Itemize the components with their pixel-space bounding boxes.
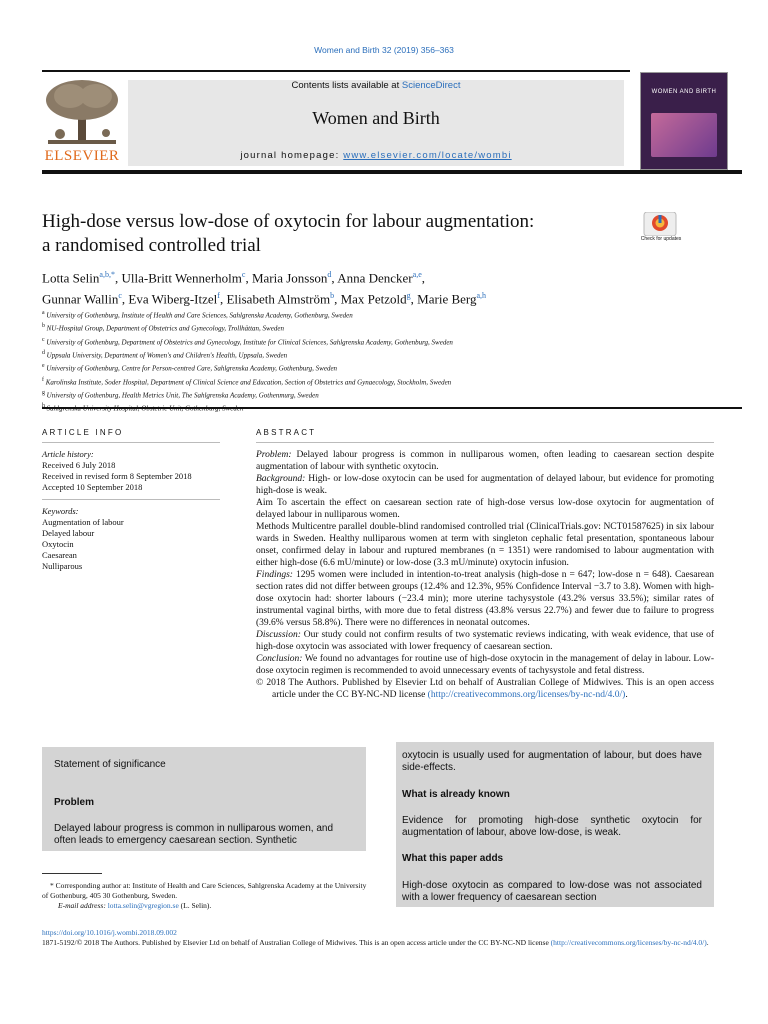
footer [42, 928, 742, 948]
author-separator: , [121, 291, 129, 307]
discussion-text: Our study could not confirm results of two systematic reviews indicating, with weak evidence, that use of high-dose oxytocin was associated with lower frequency of caesarean section. [256, 630, 714, 652]
revised-date: Received in revised form 8 September 2018 [42, 471, 192, 481]
abstract-body [256, 449, 714, 701]
affiliation-item [42, 375, 732, 388]
discussion-label: Discussion: [256, 630, 301, 640]
affiliation-item [42, 321, 732, 334]
background-text: High- or low-dose oxytocin can be used for augmentation of delayed labour, but evidence for promoting high-dose is weak. [256, 474, 714, 496]
abstract-aim: Aim To ascertain the effect on caesarean section rate of high-dose versus low-dose oxytocin for augmentation of delayed labour in nulliparous women. [256, 498, 714, 520]
background-label: Background: [256, 474, 306, 484]
footnote-rule [42, 873, 102, 874]
affiliation-text: Uppsala University, Department of Women's and Children's Health, Uppsala, Sweden [44, 351, 288, 360]
author-separator: , [410, 291, 418, 307]
cover-title: WOMEN AND BIRTH [651, 89, 717, 95]
abstract-findings [256, 569, 714, 629]
known-heading: What is already known [402, 789, 510, 800]
copyright-text: © 2018 The Authors. Published by Elsevier Ltd on behalf of Australian College of Midwives. This is an open access article under the CC BY-NC-ND license [256, 678, 714, 700]
footnote-address: * Corresponding author at: Institute of Health and Care Sciences, Sahlgrenska Academy at the University of Gothenburg, 405 30 Gothenburg, Sweden. [42, 881, 367, 900]
abstract-conclusion [256, 653, 714, 677]
problem-statement: Delayed labour progress is common in nulliparous women, and often leads to emergency caesarean section. Synthetic [54, 823, 334, 846]
email-suffix: (L. Selin). [178, 901, 212, 910]
affiliation-item [42, 308, 732, 321]
author-name[interactable]: Ulla-Britt Wennerholm [121, 270, 242, 286]
info-rule [42, 442, 220, 443]
author-separator: , [114, 270, 122, 286]
abstract-copyright [256, 677, 714, 701]
author-affiliation-marker[interactable]: b [330, 291, 335, 301]
author-affiliation-marker[interactable]: f [217, 291, 220, 301]
info-rule [42, 499, 220, 500]
affiliation-text: NU-Hospital Group, Department of Obstetrics and Gynecology, Trollhättan, Sweden [44, 324, 284, 333]
conclusion-text: We found no advantages for routine use of high-dose oxytocin in the management of delay in labour. Low-dose oxytocin regimen is recommended to avoid unnecessary events of tachysystole and fetal distress. [256, 654, 714, 676]
homepage-link[interactable]: www.elsevier.com/locate/wombi [343, 150, 512, 161]
author-affiliation-marker[interactable]: c [118, 291, 122, 301]
author-affiliation-marker[interactable]: a,b,* [99, 270, 115, 279]
affiliation-marker: e [42, 363, 45, 370]
conclusion-label: Conclusion: [256, 654, 303, 664]
author-name[interactable]: Eva Wiberg-Itzel [128, 291, 218, 307]
affiliation-text: University of Gothenburg, Health Metrics Unit, The Sahlgrenska Academy, Gothenmurg, Sweden [44, 391, 319, 400]
article-info-heading: ARTICLE INFO [42, 428, 124, 437]
author-name[interactable]: Elisabeth Almström [226, 291, 331, 307]
abstract-problem [256, 449, 714, 473]
significance-box-left [42, 747, 366, 851]
affiliation-item [42, 361, 732, 374]
footer-license-link[interactable]: (http://creativecommons.org/licenses/by-nc-nd/4.0/) [550, 938, 707, 947]
affiliation-marker: g [42, 389, 45, 396]
journal-name: Women and Birth [312, 108, 440, 128]
journal-citation[interactable]: Women and Birth 32 (2019) 356–363 [314, 45, 454, 55]
license-link[interactable]: (http://creativecommons.org/licenses/by-nc-nd/4.0/) [427, 690, 626, 700]
footnote-email [42, 901, 372, 911]
known-text: Evidence for promoting high-dose synthetic oxytocin for augmentation of labour, above low-dose, is weak. [402, 815, 702, 838]
article-info [42, 442, 222, 572]
journal-cover-thumbnail[interactable] [640, 72, 728, 170]
history-label: Article history: [42, 449, 94, 459]
issn-line [42, 938, 742, 948]
keyword-item: Delayed labour [42, 528, 95, 538]
keyword-item: Nulliparous [42, 561, 83, 571]
abstract-rule [256, 442, 714, 443]
crossmark-icon [642, 212, 678, 236]
author-name[interactable]: Gunnar Wallin [42, 291, 119, 307]
keywords-label: Keywords: [42, 506, 79, 516]
problem-label: Problem: [256, 450, 292, 460]
findings-text: 1295 women were included in intention-to-treat analysis (high-dose n = 647; low-dose n = 648). Caesarean section rates did not differ between groups (12.4% and 12.3%, 95% Confidence Interval −3.7 to 3.8). Women with high-dose oxytocin had: shorter labours (−23.4 min); more uterine tachysystole (43.2% versus 33.5%); similar rates of instrumental vaginal births, with more due to fetal distress (43.8% versus 22.7%) and fewer due to failure to progress (39.6% versus 58.8%). There were no differences in neonatal outcomes. [256, 570, 714, 628]
keyword-item: Oxytocin [42, 539, 74, 549]
received-date: Received 6 July 2018 [42, 460, 116, 470]
author-list [42, 266, 732, 309]
author-separator: , [334, 291, 341, 307]
author-affiliation-marker[interactable]: d [327, 270, 332, 279]
sciencedirect-link[interactable]: ScienceDirect [401, 80, 461, 91]
abstract-methods: Methods Multicentre parallel double-blind randomised controlled trial (ClinicalTrials.gov: NCT01587625) in six labour wards in Sweden. Healthy nulliparous women at term with singleton cephalic fetal presentation, spontaneous labour onset, confirmed delay in labour and ruptured membranes (n = 1351) were randomised to labour augmentation with either high-dose (6.6 mU/minute) or low-dose (3.3 mU/minute) oxytocin infusion. [256, 522, 714, 568]
affiliation-item [42, 388, 732, 401]
problem-continued: oxytocin is usually used for augmentation of labour, but does have side-effects. [402, 750, 702, 773]
author-affiliation-marker[interactable]: a,h [476, 291, 487, 301]
author-affiliation-marker[interactable]: c [241, 270, 246, 279]
section-rule [42, 407, 742, 409]
affiliation-item [42, 348, 732, 361]
journal-homepage [128, 150, 624, 161]
homepage-prefix: journal homepage: [240, 150, 344, 161]
crossmark-badge[interactable] [642, 212, 678, 248]
author-separator: , [219, 291, 227, 307]
abstract-background [256, 473, 714, 497]
author-name[interactable]: Max Petzold [340, 291, 407, 307]
affiliation-marker: d [42, 349, 45, 356]
article-title [42, 210, 622, 258]
footer-license-end: . [706, 938, 709, 947]
cover-art [651, 113, 717, 157]
header-rule-bottom [42, 170, 742, 174]
affiliation-marker: a [42, 310, 45, 316]
adds-text: High-dose oxytocin as compared to low-dose was not associated with a lower frequency of caesarean section [402, 880, 702, 903]
accepted-date: Accepted 10 September 2018 [42, 482, 143, 492]
affiliations [42, 308, 732, 415]
license-end: . [625, 690, 628, 700]
authors-line-1 [42, 266, 732, 287]
author-name[interactable]: Maria Jonsson [251, 270, 328, 286]
problem-text: Delayed labour progress is common in nulliparous women, often leading to caesarean section despite augmentation of labour with synthetic oxytocin. [256, 450, 714, 472]
adds-heading: What this paper adds [402, 853, 504, 864]
crossmark-label: Check for updates [640, 236, 682, 242]
authors-line-2 [42, 287, 732, 308]
header-rule-top [42, 70, 630, 72]
abstract-heading: ABSTRACT [256, 428, 317, 437]
contents-line [128, 80, 624, 91]
author-name[interactable]: Marie Berg [417, 291, 477, 307]
email-label: E-mail address: [58, 901, 106, 910]
issn-text: 1871-5192/© 2018 The Authors. Published by Elsevier Ltd on behalf of Australian College of Midwives. This is an open access article under the CC BY-NC-ND license [42, 938, 551, 947]
title-line-1: High-dose versus low-dose of oxytocin for labour augmentation: [42, 211, 535, 232]
affiliation-marker: c [42, 336, 45, 343]
author-name[interactable]: Lotta Selin [42, 270, 100, 286]
corresponding-author-footnote [42, 881, 372, 911]
keyword-list [42, 517, 222, 572]
doi-link[interactable]: https://doi.org/10.1016/j.wombi.2018.09.002 [42, 928, 177, 937]
title-line-2: a randomised controlled trial [42, 235, 261, 256]
findings-label: Findings: [256, 570, 293, 580]
author-name[interactable]: Anna Dencker [337, 270, 413, 286]
abstract-discussion [256, 629, 714, 653]
affiliation-text: University of Gothenburg, Institute of Health and Care Sciences, Sahlgrenska Academy, Gothenburg, Sweden [44, 311, 353, 320]
affiliation-text: University of Gothenburg, Centre for Person-centred Care, Sahlgrenska Academy, Gothenburg, Sweden [44, 364, 338, 373]
affiliation-item [42, 335, 732, 348]
elsevier-wordmark: ELSEVIER [44, 148, 120, 164]
significance-box-right [396, 742, 714, 907]
email-link[interactable]: lotta.selin@vgregion.se [107, 901, 179, 910]
keyword-item: Augmentation of labour [42, 517, 124, 527]
author-separator: , [245, 270, 252, 286]
affiliation-text: Karolinska Institute, Soder Hospital, Department of Clinical Science and Education, Section of Obstetrics and Gynaecology, Stockholm, Sweden [43, 377, 452, 386]
problem-heading: Problem [54, 797, 95, 808]
affiliation-text: University of Gothenburg, Department of Obstetrics and Gynecology, Institute for Clinical Sciences, Sahlgrenska Academy, Gothenburg, Sweden [44, 337, 453, 346]
author-separator: , [331, 270, 338, 286]
author-affiliation-marker[interactable]: g [406, 291, 411, 301]
significance-heading: Statement of significance [54, 759, 166, 770]
author-separator: , [421, 270, 425, 286]
contents-prefix: Contents lists available at [291, 80, 402, 91]
keyword-item: Caesarean [42, 550, 77, 560]
affiliation-marker: f [42, 376, 44, 383]
author-affiliation-marker[interactable]: a,e [412, 270, 422, 279]
affiliation-marker: b [42, 323, 45, 330]
